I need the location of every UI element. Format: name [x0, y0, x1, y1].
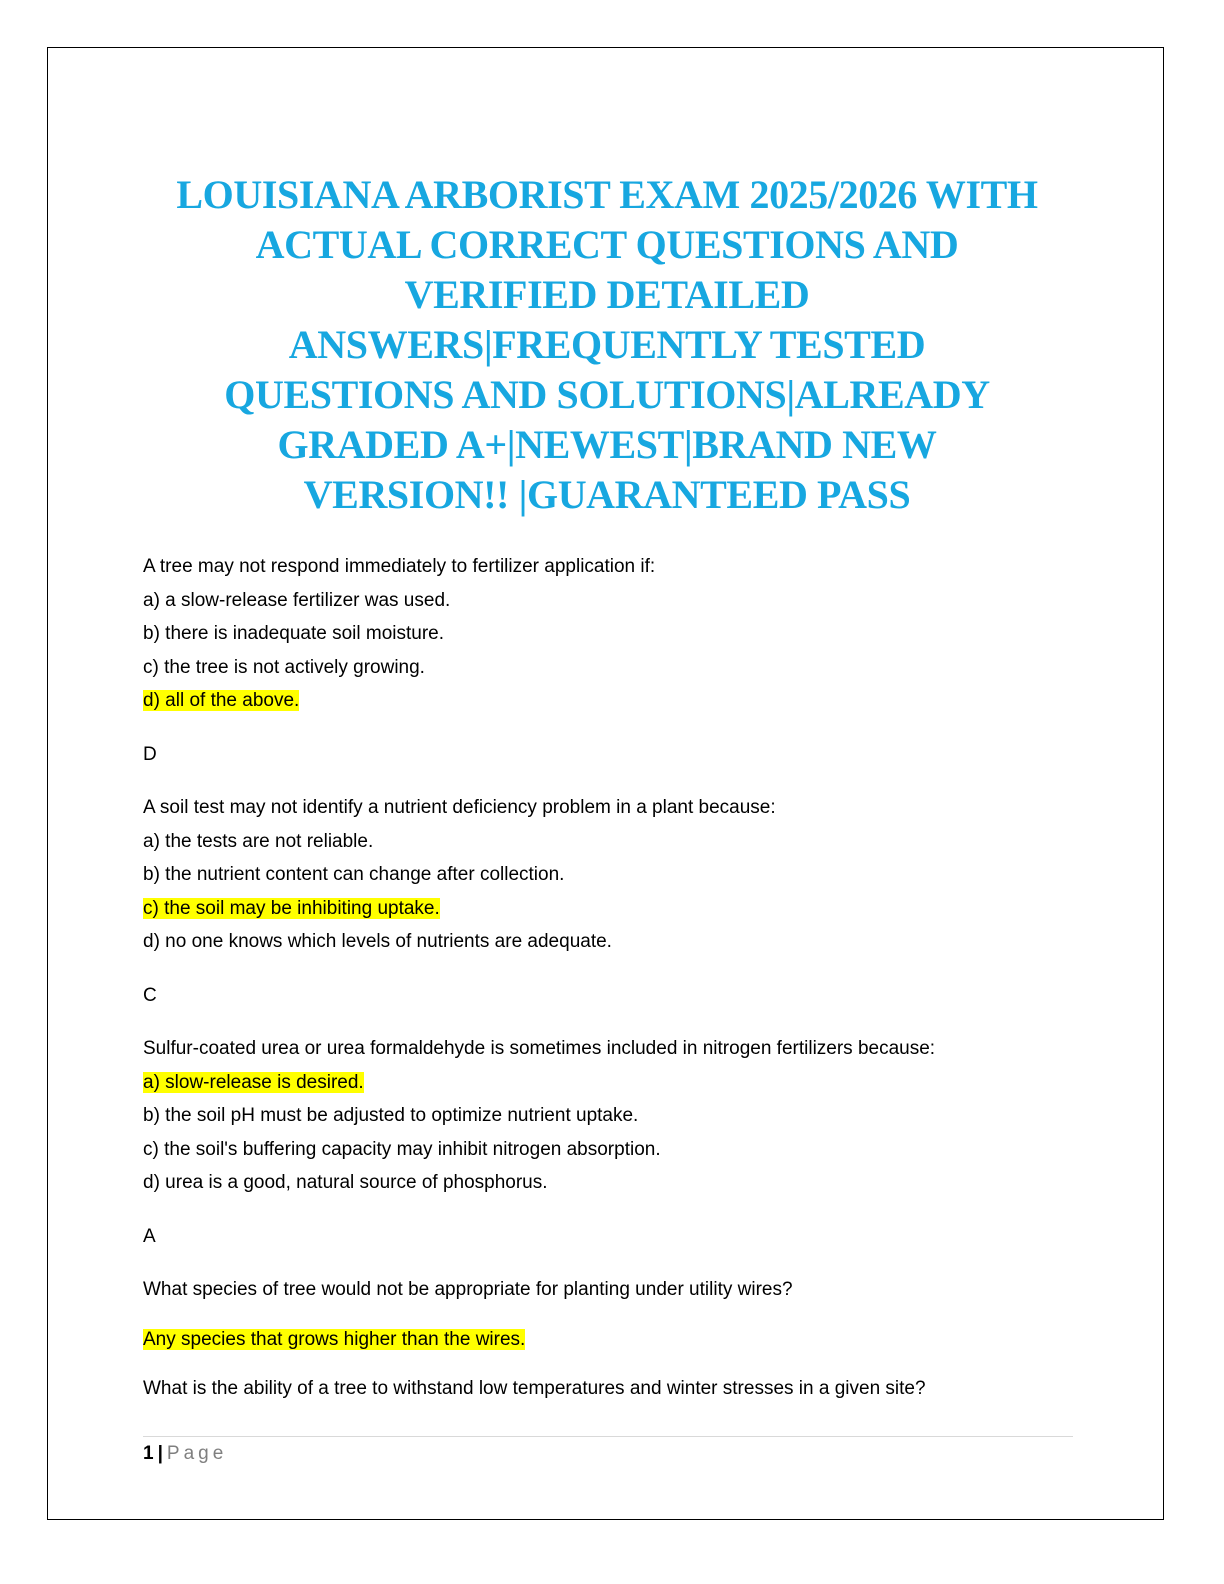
question-block-1: [143, 550, 1083, 791]
option-b: b) there is inadequate soil moisture.: [143, 623, 444, 644]
title-line: VERSION!! |GUARANTEED PASS: [303, 472, 911, 517]
page-label: Page: [166, 1443, 228, 1464]
document-title: [100, 170, 1114, 520]
question-block-5: [143, 1372, 1083, 1406]
page-footer: [143, 1442, 227, 1466]
title-line: LOUISIANA ARBORIST EXAM 2025/2026 WITH: [176, 172, 1038, 217]
question-text: A tree may not respond immediately to fertilizer application if:: [143, 556, 656, 577]
answer-correct: Any species that grows higher than the wires.: [143, 1328, 526, 1350]
option-c: c) the tree is not actively growing.: [143, 656, 425, 678]
answer-key: A: [143, 1225, 156, 1247]
title-line: ANSWERS|FREQUENTLY TESTED: [288, 322, 926, 367]
footer-separator: |: [157, 1443, 163, 1464]
option-a: a) a slow-release fertilizer was used.: [143, 589, 451, 611]
option-a-correct: a) slow-release is desired.: [143, 1071, 364, 1093]
question-block-3: [143, 1032, 1083, 1273]
title-line: GRADED A+|NEWEST|BRAND NEW: [277, 422, 937, 467]
option-a: a) the tests are not reliable.: [143, 830, 374, 852]
option-c: c) the soil's buffering capacity may inhibit nitrogen absorption.: [143, 1138, 661, 1160]
answer-key: D: [143, 743, 157, 765]
option-b: b) the soil pH must be adjusted to optimize nutrient uptake.: [143, 1105, 639, 1126]
question-text: What is the ability of a tree to withstand low temperatures and winter stresses in a given site?: [143, 1378, 926, 1399]
option-d: d) no one knows which levels of nutrients are adequate.: [143, 931, 612, 952]
title-line: QUESTIONS AND SOLUTIONS|ALREADY: [224, 372, 990, 417]
title-line: ACTUAL CORRECT QUESTIONS AND: [255, 222, 959, 267]
page-number: 1: [143, 1443, 154, 1464]
footer-divider: [143, 1436, 1073, 1437]
option-c-correct: c) the soil may be inhibiting uptake.: [143, 897, 440, 919]
answer-key: C: [143, 984, 157, 1006]
document-body: [143, 550, 1083, 1406]
question-block-2: [143, 791, 1083, 1032]
title-line: VERIFIED DETAILED: [404, 272, 810, 317]
option-d: d) urea is a good, natural source of phosphorus.: [143, 1172, 548, 1193]
question-text: Sulfur-coated urea or urea formaldehyde is sometimes included in nitrogen fertilizers because:: [143, 1038, 936, 1059]
option-b: b) the nutrient content can change after collection.: [143, 864, 565, 885]
question-text: A soil test may not identify a nutrient deficiency problem in a plant because:: [143, 797, 776, 818]
question-block-4: [143, 1273, 1083, 1372]
option-d-correct: d) all of the above.: [143, 690, 300, 711]
question-text: What species of tree would not be appropriate for planting under utility wires?: [143, 1279, 793, 1300]
